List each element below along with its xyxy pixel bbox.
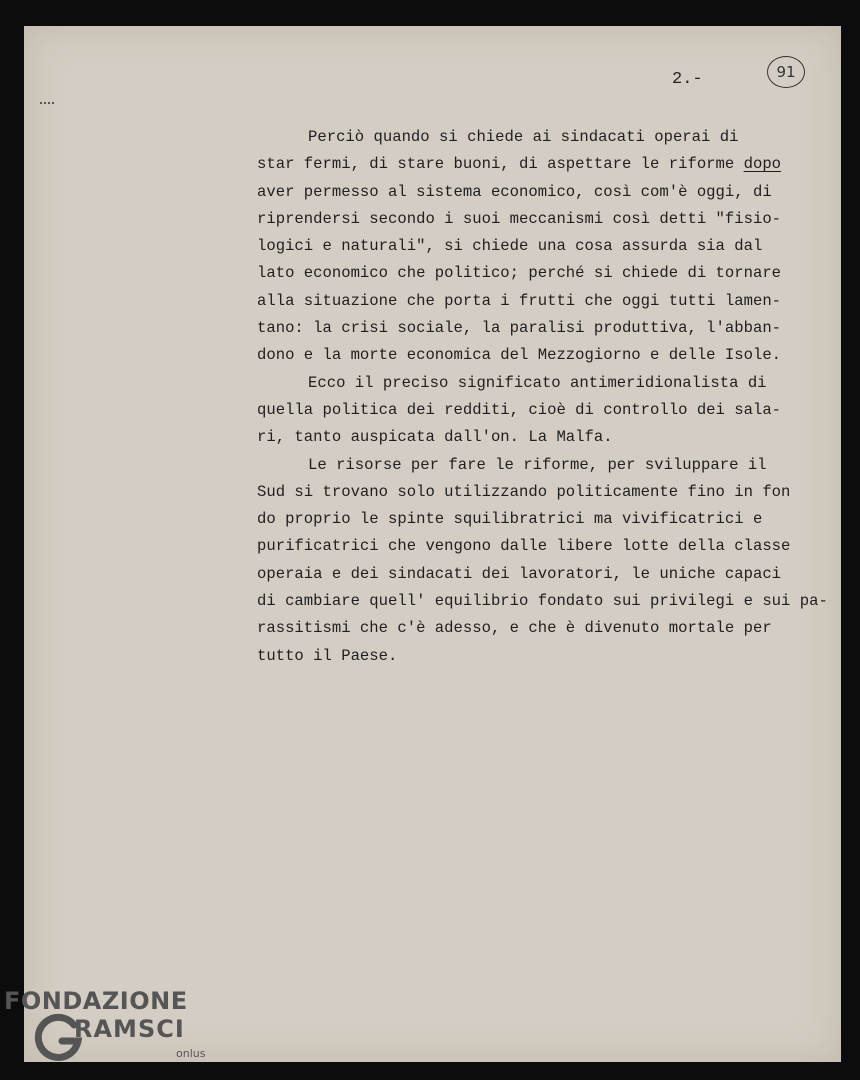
document-page	[24, 26, 841, 1062]
text-line: star fermi, di stare buoni, di aspettare le riforme dopo	[257, 155, 782, 174]
text-line: operaia e dei sindacati dei lavoratori, le uniche capaci	[257, 564, 782, 583]
text-line: dono e la morte economica del Mezzogiorno e delle Isole.	[257, 346, 782, 365]
logo-line-1: FONDAZIONE	[4, 987, 188, 1015]
text-line: di cambiare quell' equilibrio fondato sui privilegi e sui pa-	[257, 592, 828, 611]
typewritten-body	[257, 124, 828, 670]
text-line: Sud si trovano solo utilizzando politicamente fino in fon	[257, 482, 791, 501]
text-line: do proprio le spinte squilibratrici ma vivificatrici e	[257, 510, 763, 529]
fondazione-gramsci-logo	[0, 985, 225, 1080]
text-line: tutto il Paese.	[257, 646, 398, 665]
text-line: quella politica dei redditi, cioè di controllo dei sala-	[257, 400, 782, 419]
page-number: 2.-	[672, 70, 703, 89]
text-line: aver permesso al sistema economico, così com'è oggi, di	[257, 182, 772, 201]
text-line: lato economico che politico; perché si chiede di tornare	[257, 264, 782, 283]
text-line: Le risorse per fare le riforme, per sviluppare il	[308, 455, 767, 474]
margin-speck	[40, 102, 54, 107]
logo-line-2: RAMSCI	[74, 1015, 185, 1043]
logo-suffix: onlus	[176, 1047, 206, 1060]
text-line: Perciò quando si chiede ai sindacati operai di	[308, 128, 739, 146]
text-line: ri, tanto auspicata dall'on. La Malfa.	[257, 428, 613, 447]
text-line: purificatrici che vengono dalle libere lotte della classe	[257, 537, 791, 556]
watermark	[24, 681, 841, 801]
archive-stamp: 91	[767, 56, 805, 88]
text-line: logici e naturali", si chiede una cosa assurda sia dal	[257, 237, 763, 256]
text-line: Ecco il preciso significato antimeridionalista di	[308, 373, 767, 392]
text-line: alla situazione che porta i frutti che oggi tutti lamen-	[257, 291, 782, 310]
underlined-word: dopo	[743, 155, 782, 174]
text-line: rassitismi che c'è adesso, e che è divenuto mortale per	[257, 619, 772, 638]
text-line: riprendersi secondo i suoi meccanismi così detti "fisio-	[257, 209, 782, 228]
text-line: tano: la crisi sociale, la paralisi produttiva, l'abban-	[257, 319, 782, 338]
